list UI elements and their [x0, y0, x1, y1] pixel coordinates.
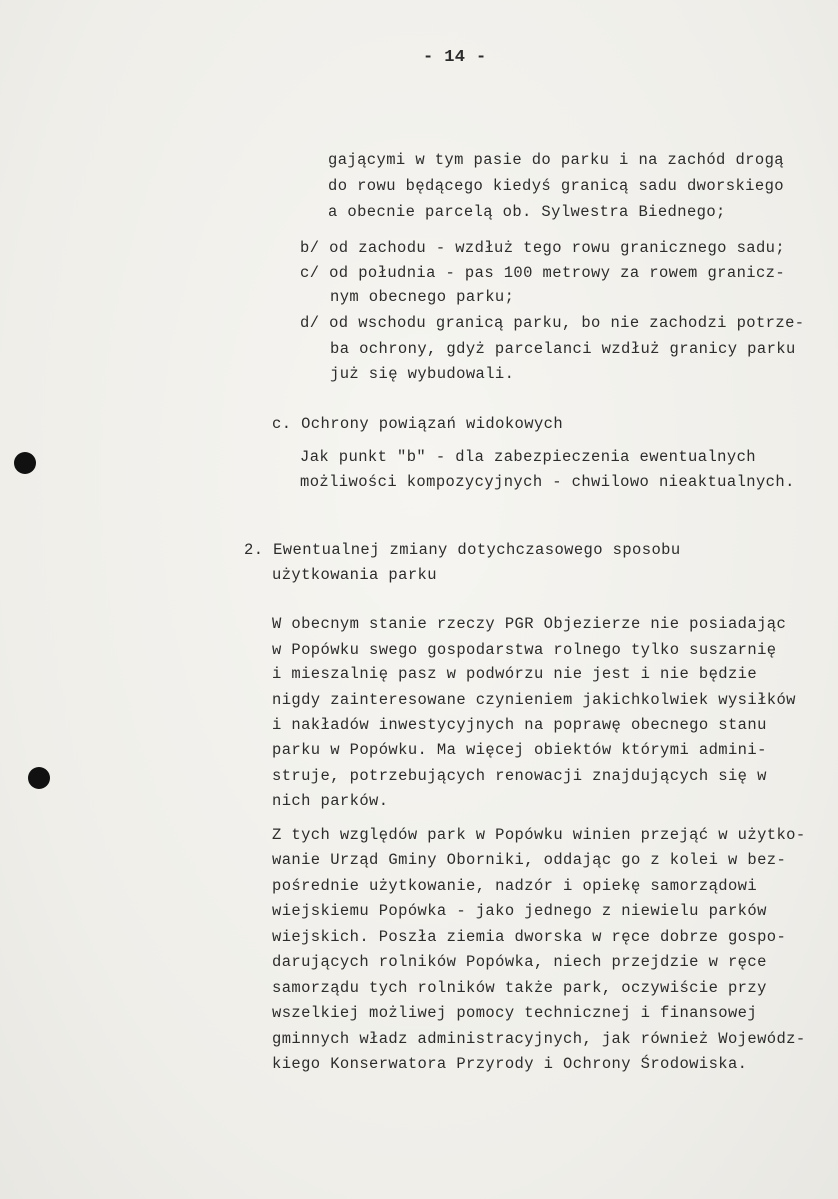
list-item-d-cont: ba ochrony, gdyż parcelanci wzdłuż granicy parku — [330, 340, 796, 358]
list-item-d-cont: już się wybudowali. — [330, 365, 515, 383]
section-c-body: Jak punkt "b" - dla zabezpieczenia ewentualnych — [300, 448, 756, 466]
paragraph-line: wiejskiemu Popówka - jako jednego z niewielu parków — [272, 902, 767, 920]
section-2-title-cont: użytkowania parku — [272, 566, 437, 584]
paragraph-line: struje, potrzebujących renowacji znajdujących się w — [272, 767, 767, 785]
paragraph-line: wszelkiej możliwej pomocy technicznej i finansowej — [272, 1004, 758, 1022]
section-c-body: możliwości kompozycyjnych - chwilowo nieaktualnych. — [300, 473, 795, 491]
section-2-title: 2. Ewentualnej zmiany dotychczasowego sposobu — [244, 541, 681, 559]
list-item-d: d/ od wschodu granicą parku, bo nie zachodzi potrze- — [300, 314, 805, 332]
list-item-b: b/ od zachodu - wzdłuż tego rowu granicznego sadu; — [300, 239, 786, 257]
paragraph-line: W obecnym stanie rzeczy PGR Objezierze nie posiadając — [272, 615, 787, 633]
text-line: gającymi w tym pasie do parku i na zachód drogą — [328, 151, 784, 169]
paragraph-line: gminnych władz administracyjnych, jak również Wojewódz- — [272, 1030, 806, 1048]
list-item-c: c/ od południa - pas 100 metrowy za rowem granicz- — [300, 264, 786, 282]
paragraph-line: wanie Urząd Gminy Oborniki, oddając go z kolei w bez- — [272, 851, 787, 869]
paragraph-line: Z tych względów park w Popówku winien przejąć w użytko- — [272, 826, 806, 844]
punch-hole — [14, 452, 36, 474]
section-c-title: c. Ochrony powiązań widokowych — [272, 415, 564, 433]
list-item-c-cont: nym obecnego parku; — [330, 288, 515, 306]
paragraph-line: kiego Konserwatora Przyrody i Ochrony Środowiska. — [272, 1055, 748, 1073]
paragraph-line: darujących rolników Popówka, niech przejdzie w ręce — [272, 953, 767, 971]
paragraph-line: samorządu tych rolników także park, oczywiście przy — [272, 979, 767, 997]
paragraph-line: i nakładów inwestycyjnych na poprawę obecnego stanu — [272, 716, 767, 734]
paragraph-line: i mieszalnię pasz w podwórzu nie jest i nie będzie — [272, 665, 758, 683]
paragraph-line: nich parków. — [272, 792, 389, 810]
text-line: do rowu będącego kiedyś granicą sadu dworskiego — [328, 177, 784, 195]
page-number: - 14 - — [423, 48, 487, 67]
paragraph-line: pośrednie użytkowanie, nadzór i opiekę samorządowi — [272, 877, 758, 895]
paragraph-line: w Popówku swego gospodarstwa rolnego tylko suszarnię — [272, 641, 777, 659]
paragraph-line: parku w Popówku. Ma więcej obiektów którymi admini- — [272, 741, 767, 759]
paragraph-line: wiejskich. Poszła ziemia dworska w ręce dobrze gospo- — [272, 928, 787, 946]
punch-hole — [28, 767, 50, 789]
paragraph-line: nigdy zainteresowane czynieniem jakichkolwiek wysiłków — [272, 691, 796, 709]
text-line: a obecnie parcelą ob. Sylwestra Biednego; — [328, 203, 726, 221]
